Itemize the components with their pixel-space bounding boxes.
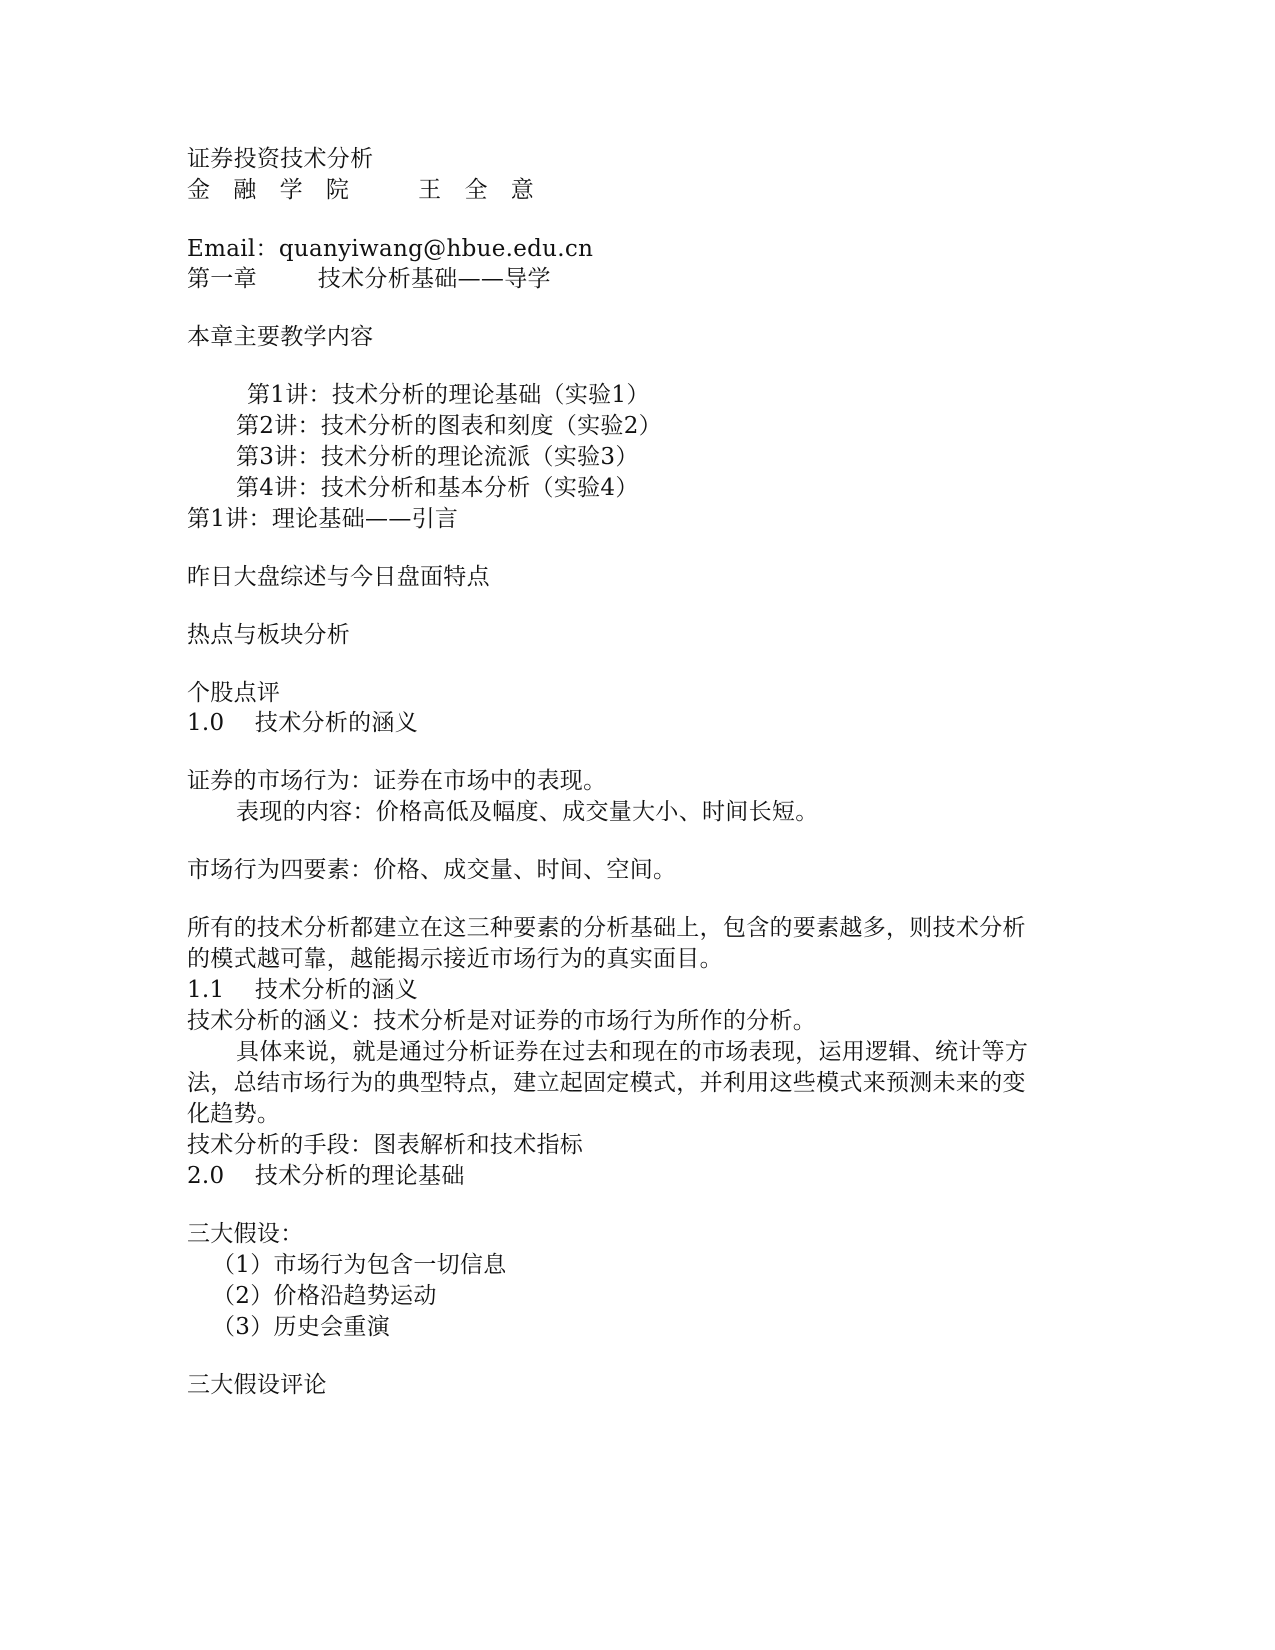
chapter-heading: 第一章 技术分析基础——导学 xyxy=(187,266,551,292)
assumption-item: （1）市场行为包含一切信息 xyxy=(212,1252,507,1278)
assumption-item: （3）历史会重演 xyxy=(212,1314,391,1340)
paragraph-line: 化趋势。 xyxy=(187,1101,281,1127)
lecture1-heading: 第1讲：理论基础——引言 xyxy=(187,506,459,532)
lecture-item: 第1讲：技术分析的理论基础（实验1） xyxy=(247,382,650,408)
four-elements-line: 市场行为四要素：价格、成交量、时间、空间。 xyxy=(187,857,677,883)
section-heading-2-0: 2.0 技术分析的理论基础 xyxy=(187,1163,465,1189)
behavior-content-line: 表现的内容：价格高低及幅度、成交量大小、时间长短。 xyxy=(236,799,819,825)
intro-item: 个股点评 xyxy=(187,680,281,706)
assumption-item: （2）价格沿趋势运动 xyxy=(212,1283,437,1309)
lecture-item: 第2讲：技术分析的图表和刻度（实验2） xyxy=(236,413,662,439)
author-line: 金 融 学 院 王 全 意 xyxy=(187,177,542,203)
section-heading-1-0: 1.0 技术分析的涵义 xyxy=(187,710,419,736)
assumptions-review-heading: 三大假设评论 xyxy=(187,1372,327,1398)
paragraph-line: 具体来说，就是通过分析证券在过去和现在的市场表现，运用逻辑、统计等方 xyxy=(236,1039,1029,1065)
assumptions-heading: 三大假设： xyxy=(187,1221,304,1247)
definition-line: 技术分析的涵义：技术分析是对证券的市场行为所作的分析。 xyxy=(187,1008,817,1034)
document-title: 证券投资技术分析 xyxy=(187,146,374,172)
paragraph-line: 法，总结市场行为的典型特点，建立起固定模式，并利用这些模式来预测未来的变 xyxy=(187,1070,1026,1096)
email-line: Email：quanyiwang@hbue.edu.cn xyxy=(187,236,594,262)
section-heading-1-1: 1.1 技术分析的涵义 xyxy=(187,977,419,1003)
means-line: 技术分析的手段：图表解析和技术指标 xyxy=(187,1132,584,1158)
lecture-item: 第3讲：技术分析的理论流派（实验3） xyxy=(236,444,639,470)
paragraph-line: 所有的技术分析都建立在这三种要素的分析基础上，包含的要素越多，则技术分析 xyxy=(187,915,1026,941)
market-behavior-line: 证券的市场行为：证券在市场中的表现。 xyxy=(187,768,607,794)
paragraph-line: 的模式越可靠，越能揭示接近市场行为的真实面目。 xyxy=(187,946,723,972)
intro-item: 热点与板块分析 xyxy=(187,622,351,648)
lecture-item: 第4讲：技术分析和基本分析（实验4） xyxy=(236,475,639,501)
contents-heading: 本章主要教学内容 xyxy=(187,324,374,350)
intro-item: 昨日大盘综述与今日盘面特点 xyxy=(187,564,490,590)
